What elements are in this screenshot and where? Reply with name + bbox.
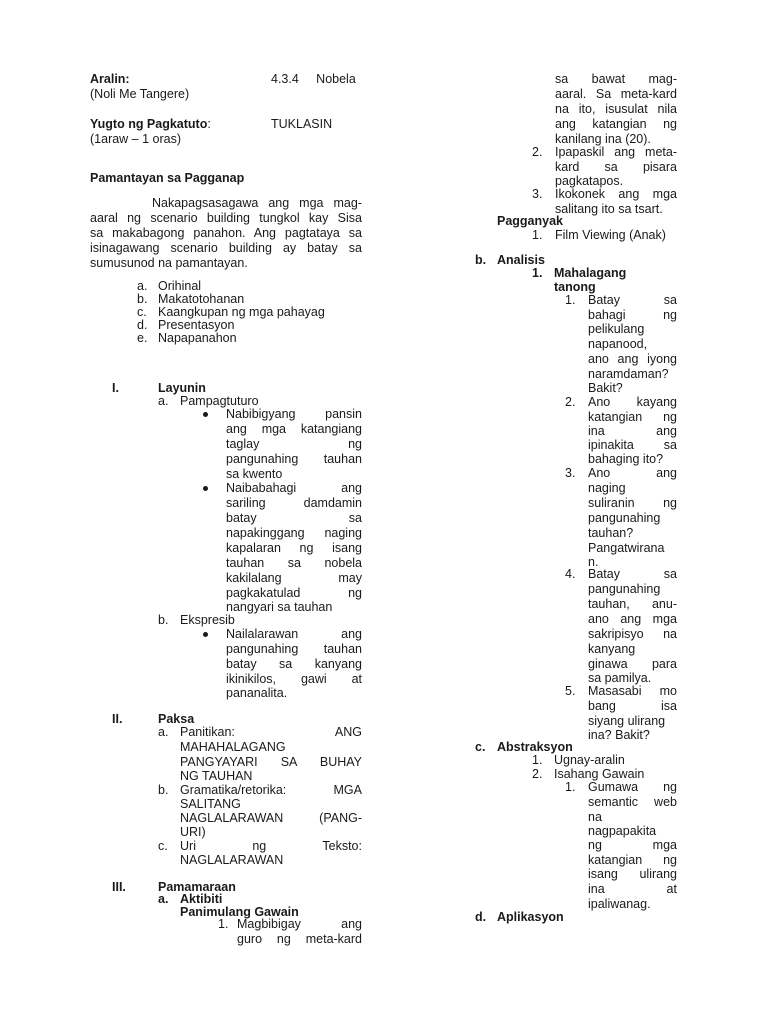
paksa-c-line: NAGLALARAWAN [180,853,284,867]
pamamaraan-title: Pamamaraan [158,880,236,894]
aktibiti-marker: a. [158,892,169,906]
bullet2-line: kapalaran ng isang [226,541,362,555]
criteria-item: Napapanahon [158,331,237,345]
pamantayan-title: Pamantayan sa Pagganap [90,171,245,185]
step1-line: sa bawat mag- [555,72,677,86]
abstraksyon-title: Abstraksyon [497,740,573,754]
q2-line: ipinakita sa [588,438,677,452]
section-numeral: I. [112,381,119,395]
isahang-gawain-line: isang ulirang [588,867,677,881]
pagganyak-marker: 1. [532,228,543,242]
step2-line: kard sa pisara [555,160,677,174]
bullet3-line: Nailalarawan ang [226,627,362,641]
q5-line: ina? Bakit? [588,728,650,742]
abstraksyon-marker: c. [475,740,486,754]
bullet3-line: pananalita. [226,686,288,700]
step-marker: 3. [532,187,543,201]
q4-line: ginawa para [588,657,677,671]
layunin-a-marker: a. [158,394,169,408]
paksa-b-line: NAGLALARAWAN (PANG- [180,811,362,825]
paksa-b-marker: b. [158,783,169,797]
q1-line: bahagi ng [588,308,677,322]
pagganyak-title: Pagganyak [497,214,564,228]
isahang-gawain-line: semantic web [588,795,677,809]
abstraksyon-item-marker: 1. [532,753,543,767]
q4-line: pangunahing [588,582,661,596]
bullet1-line: sa kwento [226,467,283,481]
mahalagang-tanong-title: tanong [554,280,596,294]
step1-line: Magbibigay ang [237,917,362,931]
pamantayan-line: sumusunod na pamantayan. [90,256,248,270]
question-marker: 3. [565,466,576,480]
paksa-c-line: Uri ng Teksto: [180,839,362,853]
bullet2-line: tauhan sa nobela [226,556,362,570]
yugto-label-colon: : [207,117,211,131]
section-numeral: III. [112,880,126,894]
q2-line: ina ang [588,424,677,438]
paksa-c-marker: c. [158,839,168,853]
aplikasyon-title: Aplikasyon [497,910,564,924]
bullet-icon [203,412,208,417]
step2-line: Ipapaskil ang meta- [555,145,677,159]
pagganyak-item: Film Viewing (Anak) [555,228,666,242]
isahang-gawain-line: Gumawa ng [588,780,677,794]
aralin-label: Aralin: [90,72,130,86]
step-marker: 2. [532,145,543,159]
criteria-marker: a. [137,279,148,293]
paksa-a-line: PANGYAYARI SA BUHAY [180,755,362,769]
isahang-gawain-marker: 1. [565,780,576,794]
question-marker: 5. [565,684,576,698]
analisis-title: Analisis [497,253,545,267]
pamantayan-line: Nakapagsasagawa ang mga mag- [152,196,362,210]
abstraksyon-item: Ugnay-aralin [554,753,625,767]
paksa-b-line: URI) [180,825,206,839]
criteria-marker: b. [137,292,148,306]
q2-line: bahaging ito? [588,452,664,466]
layunin-title: Layunin [158,381,206,395]
criteria-item: Makatotohanan [158,292,245,306]
q3-line: Pangatwirana [588,541,665,555]
q4-line: kanyang [588,642,636,656]
pamantayan-line: isinagawang scenario building ay batay sa [90,241,362,255]
aplikasyon-marker: d. [475,910,487,924]
bullet2-line: pagkakatulad ng [226,586,362,600]
question-marker: 4. [565,567,576,581]
q4-line: ano ang mga [588,612,677,626]
step1-line: aaral. Sa meta-kard [555,87,677,101]
q1-line: naramdaman? [588,367,669,381]
q3-line: tauhan? [588,526,634,540]
bullet1-line: taglay ng [226,437,362,451]
criteria-item: Kaangkupan ng mga pahayag [158,305,325,319]
bullet2-line: Naibabahagi ang [226,481,362,495]
step1-line: guro ng meta-kard [237,932,362,946]
pamantayan-line: aaral ng scenario building tungkol kay Sisa [90,211,362,225]
yugto-label-text: Yugto ng Pagkatuto [90,117,208,131]
bullet-icon [203,486,208,491]
bullet2-line: napakinggang naging [226,526,362,540]
analisis-marker: b. [475,253,487,267]
isahang-gawain-line: na [588,810,602,824]
bullet2-line: nangyari sa tauhan [226,600,333,614]
pamantayan-line: sa makabagong panahon. Ang pagtataya sa [90,226,362,240]
mahalagang-tanong-marker: 1. [532,266,543,280]
isahang-gawain-line: ng mga [588,838,677,852]
q5-line: bang isa [588,699,677,713]
step1-line: na ito, isusulat nila [555,102,677,116]
step1-line: kanilang ina (20). [555,132,651,146]
panimulang-gawain-title: Panimulang Gawain [180,905,299,919]
bullet3-line: pangunahing tauhan [226,642,362,656]
paksa-b-line: SALITANG [180,797,241,811]
isahang-gawain-line: ipaliwanag. [588,897,651,911]
criteria-marker: e. [137,331,148,345]
step3-line: salitang ito sa tsart. [555,202,663,216]
question-marker: 1. [565,293,576,307]
mahalagang-tanong-title: Mahalagang [554,266,627,280]
isahang-gawain-line: nagpapakita [588,824,657,838]
q4-line: sakripisyo na [588,627,677,641]
q1-line: ano ang iyong [588,352,677,366]
step2-line: pagkatapos. [555,174,624,188]
aralin-value: 4.3.4 Nobela [271,72,356,86]
q2-line: katangian ng [588,410,677,424]
bullet1-line: pangunahing tauhan [226,452,362,466]
q1-line: Batay sa [588,293,677,307]
q3-line: pangunahing [588,511,661,525]
paksa-title: Paksa [158,712,195,726]
criteria-marker: c. [137,305,147,319]
layunin-b-marker: b. [158,613,169,627]
criteria-marker: d. [137,318,148,332]
q4-line: Batay sa [588,567,677,581]
paksa-a-line: NG TAUHAN [180,769,253,783]
paksa-b-line: Gramatika/retorika: MGA [180,783,362,797]
criteria-item: Orihinal [158,279,202,293]
yugto-subtitle: (1araw – 1 oras) [90,132,182,146]
q5-line: siyang ulirang [588,714,666,728]
bullet2-line: sariling damdamin [226,496,362,510]
q4-line: sa pamilya. [588,671,652,685]
q1-line: pelikulang [588,322,645,336]
bullet2-line: kakilalang may [226,571,362,585]
q1-line: napanood, [588,337,648,351]
q3-line: Ano ang [588,466,677,480]
yugto-value: TUKLASIN [271,117,333,131]
isahang-gawain-line: ina at [588,882,677,896]
step-marker: 1. [218,917,229,931]
paksa-a-line: MAHAHALAGANG [180,740,286,754]
bullet2-line: batay sa [226,511,362,525]
criteria-item: Presentasyon [158,318,235,332]
step1-line: ang katangian ng [555,117,677,131]
aktibiti-title: Aktibiti [180,892,223,906]
bullet3-line: ikinikilos, gawi at [226,672,362,686]
yugto-label [90,117,211,132]
question-marker: 2. [565,395,576,409]
abstraksyon-item: Isahang Gawain [554,767,645,781]
paksa-a-line: Panitikan: ANG [180,725,362,739]
q3-line: naging [588,481,626,495]
layunin-a-label: Pampagtuturo [180,394,259,408]
bullet1-line: ang mga katangiang [226,422,362,436]
abstraksyon-item-marker: 2. [532,767,543,781]
paksa-a-marker: a. [158,725,169,739]
bullet-icon [203,632,208,637]
aralin-subtitle: (Noli Me Tangere) [90,87,190,101]
isahang-gawain-line: katangian ng [588,853,677,867]
section-numeral: II. [112,712,123,726]
layunin-b-label: Ekspresib [180,613,235,627]
bullet1-line: Nabibigyang pansin [226,407,362,421]
q4-line: tauhan, anu- [588,597,677,611]
bullet3-line: batay sa kanyang [226,657,362,671]
q1-line: Bakit? [588,381,623,395]
q5-line: Masasabi mo [588,684,677,698]
q3-line: suliranin ng [588,496,677,510]
q3-line: n. [588,555,599,569]
step3-line: Ikokonek ang mga [555,187,677,201]
q2-line: Ano kayang [588,395,677,409]
